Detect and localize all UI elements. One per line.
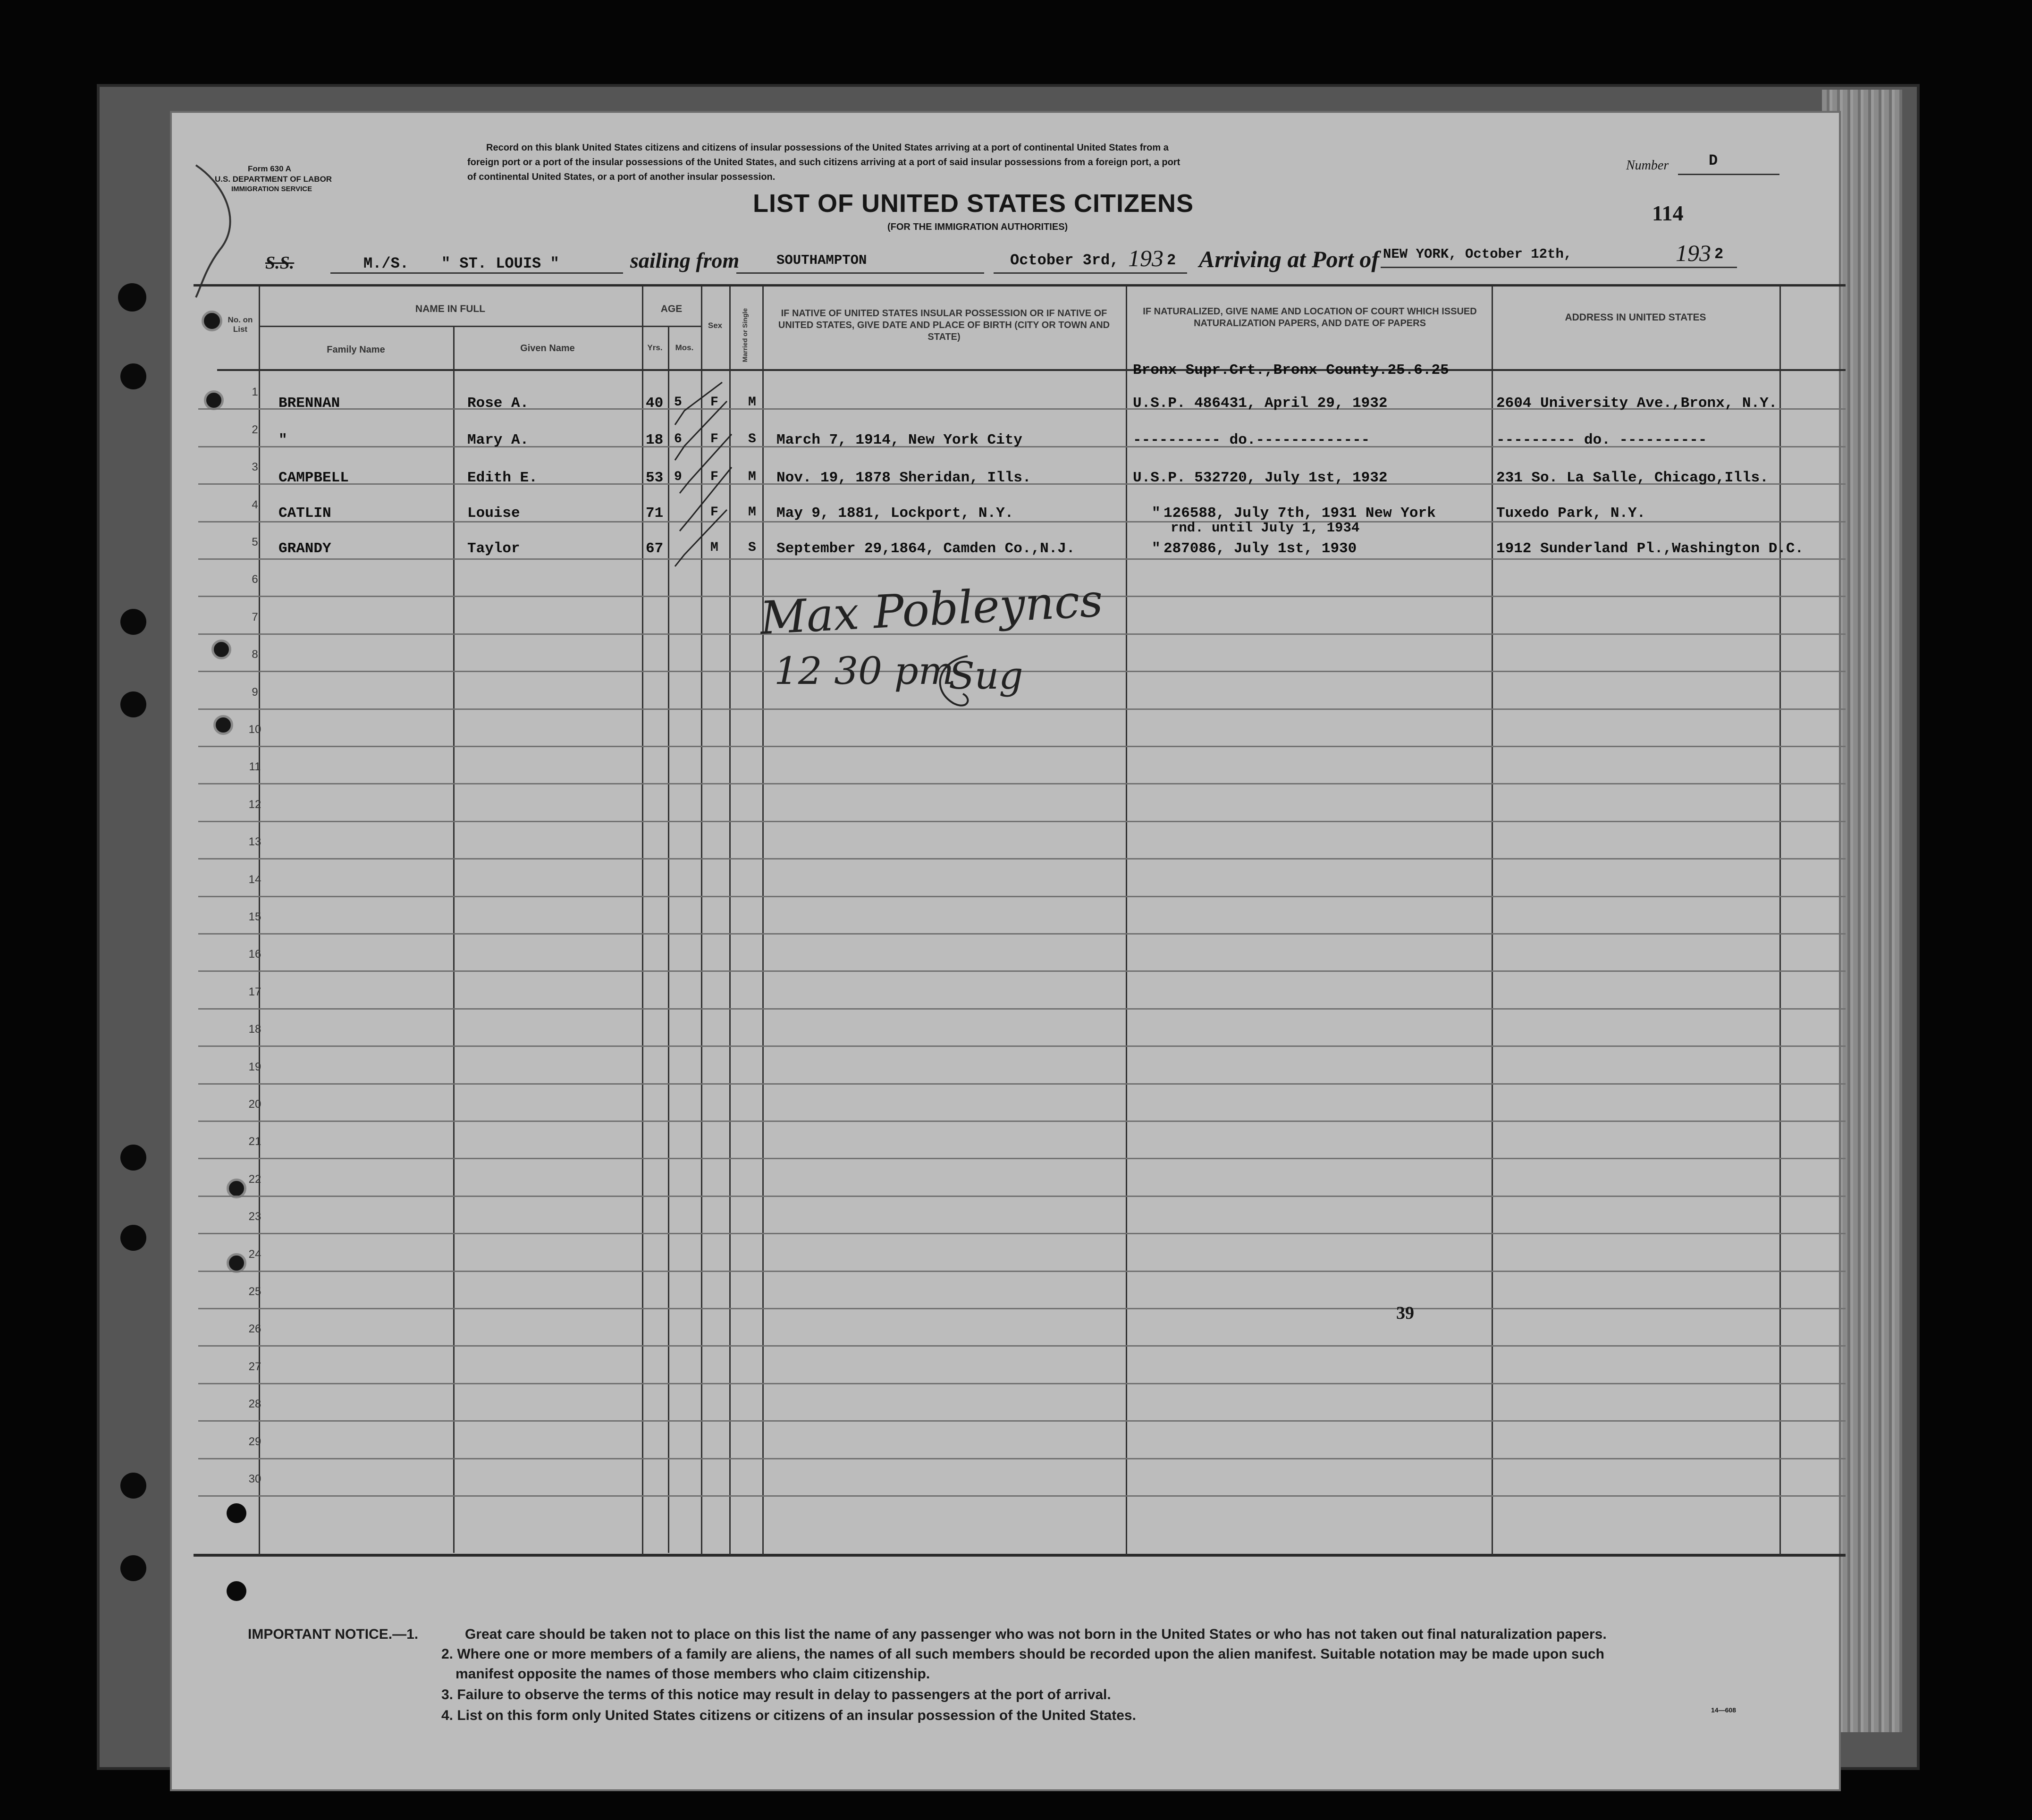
row-rule xyxy=(198,1308,1846,1309)
arrival-year-printed: 193 xyxy=(1676,240,1711,266)
ditto-mark: " xyxy=(1152,540,1161,557)
arriving-label: Arriving at Port of xyxy=(1199,246,1379,272)
age-years-cell: 53 xyxy=(646,470,664,486)
row-rule xyxy=(198,1495,1846,1497)
address-cell: 231 So. La Salle, Chicago,Ills. xyxy=(1496,470,1769,486)
sex-cell: F xyxy=(710,432,718,447)
row-number: 3 xyxy=(252,461,258,473)
row-number: 2 xyxy=(252,423,258,436)
column-rule xyxy=(1126,286,1127,1555)
given-name-cell: Edith E. xyxy=(467,470,538,486)
row-number: 12 xyxy=(248,798,261,811)
arrival-year-digit: 2 xyxy=(1714,245,1724,263)
address-cell: Tuxedo Park, N.Y. xyxy=(1496,505,1646,522)
header-sex: Sex xyxy=(708,321,723,330)
row-number: 4 xyxy=(252,498,258,511)
row-number: 24 xyxy=(248,1248,261,1261)
departure-underline xyxy=(994,272,1187,274)
row-rule xyxy=(198,1271,1846,1272)
table-header-rule xyxy=(217,369,1846,371)
family-name-cell: CATLIN xyxy=(278,505,331,522)
vessel-underline xyxy=(330,272,623,274)
ditto-mark: " xyxy=(1152,505,1161,522)
page-number: 114 xyxy=(1652,201,1684,225)
row-rule xyxy=(198,746,1846,747)
marital-status-cell: S xyxy=(748,432,756,447)
birth-cell: May 9, 1881, Lockport, N.Y. xyxy=(776,505,1014,522)
notice-item-4: 4. List on this form only United States citizens or citizens of an insular possession of the United States. xyxy=(441,1708,1136,1723)
row-rule xyxy=(198,1458,1846,1459)
family-name-cell: CAMPBELL xyxy=(278,470,349,486)
grommet-icon xyxy=(202,311,222,331)
intro-line-2: foreign port or a port of the insular possessions of the United States, and such citizens arriving at a port of said insular possessions from a foreign port, a port xyxy=(467,157,1180,168)
row-rule xyxy=(198,858,1846,859)
header-age: AGE xyxy=(660,303,683,314)
stamp-number: 39 xyxy=(1396,1303,1414,1323)
column-rule xyxy=(453,326,455,1553)
row-number: 28 xyxy=(248,1398,261,1410)
age-years-cell: 18 xyxy=(646,432,664,448)
address-cell: --------- do. ---------- xyxy=(1496,432,1707,448)
row-rule xyxy=(198,1233,1846,1234)
grommet-icon xyxy=(211,640,231,659)
important-notice-heading xyxy=(248,1626,418,1643)
age-months-cell: 6 xyxy=(674,432,682,447)
arrival-year-underline xyxy=(1676,267,1737,268)
family-name-cell: BRENNAN xyxy=(278,395,340,412)
given-name-cell: Louise xyxy=(467,505,520,522)
row-number: 23 xyxy=(248,1210,261,1223)
row-rule xyxy=(198,1045,1846,1047)
row-number: 18 xyxy=(248,1023,261,1036)
sailing-from-label: sailing from xyxy=(630,248,740,272)
grommet-icon xyxy=(213,715,233,735)
sailing-from-underline xyxy=(736,272,984,274)
row-number: 6 xyxy=(252,573,258,586)
sex-cell: F xyxy=(710,505,718,520)
header-given-name: Given Name xyxy=(520,343,575,354)
row-number: 5 xyxy=(252,536,258,548)
age-header-divider xyxy=(642,326,702,327)
departure-year-digit: 2 xyxy=(1167,252,1176,269)
departure-year-printed: 193 xyxy=(1128,245,1164,271)
row-rule xyxy=(198,1083,1846,1085)
sailing-from-value: SOUTHAMPTON xyxy=(776,253,867,268)
row-rule xyxy=(198,1345,1846,1347)
binder-hole-icon xyxy=(120,1555,146,1581)
row-rule xyxy=(198,633,1846,635)
row-rule xyxy=(198,1383,1846,1384)
binder-hole-icon xyxy=(120,1225,146,1251)
vessel-prefix: M./S. xyxy=(363,255,409,272)
naturalization-cell: ---------- do.------------- xyxy=(1133,432,1370,448)
table-top-rule xyxy=(194,284,1846,286)
name-header-divider xyxy=(259,326,643,327)
given-name-cell: Rose A. xyxy=(467,395,529,412)
number-underline xyxy=(1678,174,1779,175)
service-label: IMMIGRATION SERVICE xyxy=(231,185,312,193)
naturalization-cell: U.S.P. 532720, July 1st, 1932 xyxy=(1133,470,1388,486)
marital-status-cell: S xyxy=(748,540,756,555)
vessel-name: " ST. LOUIS " xyxy=(441,255,559,272)
arrival-value: NEW YORK, October 12th, xyxy=(1383,246,1572,262)
column-rule xyxy=(762,286,764,1555)
number-label: Number xyxy=(1626,158,1669,173)
header-family-name: Family Name xyxy=(327,345,385,355)
row-number: 15 xyxy=(248,910,261,923)
age-years-cell: 67 xyxy=(646,540,664,557)
birth-cell: March 7, 1914, New York City xyxy=(776,432,1022,448)
birth-cell: Nov. 19, 1878 Sheridan, Ills. xyxy=(776,470,1031,486)
row-rule xyxy=(198,896,1846,897)
header-married-single: Married or Single xyxy=(741,308,749,362)
header-yrs: Yrs. xyxy=(647,343,663,352)
print-code: 14—608 xyxy=(1711,1706,1736,1714)
header-name-in-full: NAME IN FULL xyxy=(415,303,486,314)
row-number: 19 xyxy=(248,1061,261,1073)
row-rule xyxy=(198,558,1846,560)
age-months-cell: 5 xyxy=(674,395,682,410)
form-code: Form 630 A xyxy=(248,164,291,173)
row-number: 21 xyxy=(248,1135,261,1148)
naturalization-cell: U.S.P. 486431, April 29, 1932 xyxy=(1133,395,1388,412)
binder-hole-icon xyxy=(120,363,146,389)
row-rule xyxy=(198,970,1846,972)
notice-item-2a: 2. Where one or more members of a family are aliens, the names of all such members should be recorded upon the alien manifest. Suitable notation may be made upon such xyxy=(441,1646,1604,1662)
ss-label: S.S. xyxy=(265,253,295,273)
binder-hole-icon xyxy=(227,1503,246,1523)
row-number: 11 xyxy=(249,760,261,773)
header-no-on-list: No. on List xyxy=(228,315,253,334)
handwritten-signature: Max Pobleyncs xyxy=(759,574,1105,645)
row-rule xyxy=(198,821,1846,822)
row-rule xyxy=(198,1196,1846,1197)
row-rule xyxy=(198,1158,1846,1159)
row-number: 29 xyxy=(248,1435,261,1448)
header-naturalized: IF NATURALIZED, GIVE NAME AND LOCATION OF COURT WHICH ISSUED NATURALIZATION PAPERS, AND DATE OF PAPERS xyxy=(1143,306,1477,329)
number-value: D xyxy=(1709,152,1718,169)
sex-cell: F xyxy=(710,395,718,410)
header-birth: IF NATIVE OF UNITED STATES INSULAR POSSESSION OR IF NATIVE OF UNITED STATES, GIVE DATE AND PLACE OF BIRTH (CITY OR TOWN AND STATE) xyxy=(778,308,1110,342)
notice-item-1: Great care should be taken not to place on this list the name of any passenger who was not born in the United States or who has not taken out final naturalization papers. xyxy=(465,1626,1607,1642)
check-marks-icon xyxy=(666,373,741,581)
row-number: 20 xyxy=(248,1098,261,1111)
row-number: 1 xyxy=(252,386,258,398)
row-rule xyxy=(198,1121,1846,1122)
family-name-cell: " xyxy=(278,432,287,448)
row-number: 25 xyxy=(248,1285,261,1298)
page-title: LIST OF UNITED STATES CITIZENS xyxy=(753,189,1194,218)
row-number: 22 xyxy=(248,1173,261,1186)
naturalization-court-cell: Bronx Supr.Crt.,Bronx County.25.6.25 xyxy=(1133,362,1449,379)
sex-cell: M xyxy=(710,540,718,555)
row-number: 9 xyxy=(252,686,258,699)
given-name-cell: Taylor xyxy=(467,540,520,557)
column-rule xyxy=(1779,286,1781,1555)
age-years-cell: 71 xyxy=(646,505,664,522)
naturalization-note-cell: rnd. until July 1, 1934 xyxy=(1171,520,1360,536)
table-bottom-rule xyxy=(194,1554,1846,1557)
binder-hole-icon xyxy=(120,1473,146,1499)
age-years-cell: 40 xyxy=(646,395,664,412)
row-rule xyxy=(198,1008,1846,1010)
marital-status-cell: M xyxy=(748,505,756,520)
notice-heading-text: IMPORTANT NOTICE.—1. xyxy=(248,1626,419,1642)
row-rule xyxy=(198,1420,1846,1422)
row-rule xyxy=(198,783,1846,784)
birth-cell: September 29,1864, Camden Co.,N.J. xyxy=(776,540,1075,557)
row-rule xyxy=(198,933,1846,935)
row-number: 13 xyxy=(248,835,261,848)
naturalization-cell: 287086, July 1st, 1930 xyxy=(1164,540,1357,557)
row-number: 30 xyxy=(248,1473,261,1485)
marital-status-cell: M xyxy=(748,395,756,410)
intro-line-1: Record on this blank United States citizens and citizens of insular possessions of the United States arriving at a port of continental United States from a xyxy=(486,143,1169,153)
header-address: ADDRESS IN UNITED STATES xyxy=(1565,312,1706,323)
binder-hole-icon xyxy=(227,1581,246,1601)
marital-status-cell: M xyxy=(748,470,756,484)
binder-hole-icon xyxy=(120,609,146,635)
row-number: 16 xyxy=(248,948,261,961)
notice-item-3: 3. Failure to observe the terms of this notice may result in delay to passengers at the port of arrival. xyxy=(441,1687,1111,1702)
row-number: 10 xyxy=(248,723,261,736)
binder-hole-icon xyxy=(120,1145,146,1171)
handwritten-note: Sug xyxy=(949,654,1023,698)
row-rule xyxy=(198,708,1846,710)
naturalization-cell: 126588, July 7th, 1931 New York xyxy=(1164,505,1436,522)
address-cell: 1912 Sunderland Pl.,Washington D.C. xyxy=(1496,540,1804,557)
departure-date: October 3rd, xyxy=(1010,252,1119,269)
intro-line-3: of continental United States, or a port of another insular possession. xyxy=(467,172,776,182)
binder-hole-icon xyxy=(118,283,146,312)
address-cell: 2604 University Ave.,Bronx, N.Y. xyxy=(1496,395,1778,412)
column-rule xyxy=(642,286,643,1555)
check-mark-icon xyxy=(186,156,253,302)
family-name-cell: GRANDY xyxy=(278,540,331,557)
row-number: 17 xyxy=(248,986,261,998)
binder-hole-icon xyxy=(120,691,146,717)
grommet-icon xyxy=(204,390,224,410)
row-number: 26 xyxy=(248,1323,261,1335)
sex-cell: F xyxy=(710,470,718,484)
age-months-cell: 9 xyxy=(674,470,682,484)
column-rule xyxy=(1492,286,1493,1555)
arrival-underline xyxy=(1381,267,1676,268)
given-name-cell: Mary A. xyxy=(467,432,529,448)
header-mos: Mos. xyxy=(675,343,694,352)
manifest-sheet xyxy=(170,111,1841,1791)
row-number: 8 xyxy=(252,648,258,661)
department-label: U.S. DEPARTMENT OF LABOR xyxy=(215,175,332,184)
page-subtitle: (FOR THE IMMIGRATION AUTHORITIES) xyxy=(887,222,1068,232)
row-number: 14 xyxy=(248,873,261,886)
row-number: 27 xyxy=(248,1360,261,1373)
handwritten-loop-icon xyxy=(925,647,982,713)
row-number: 7 xyxy=(252,611,258,624)
notice-item-2b: manifest opposite the names of those members who claim citizenship. xyxy=(455,1666,930,1682)
handwritten-time: 12 30 pm xyxy=(774,649,954,693)
